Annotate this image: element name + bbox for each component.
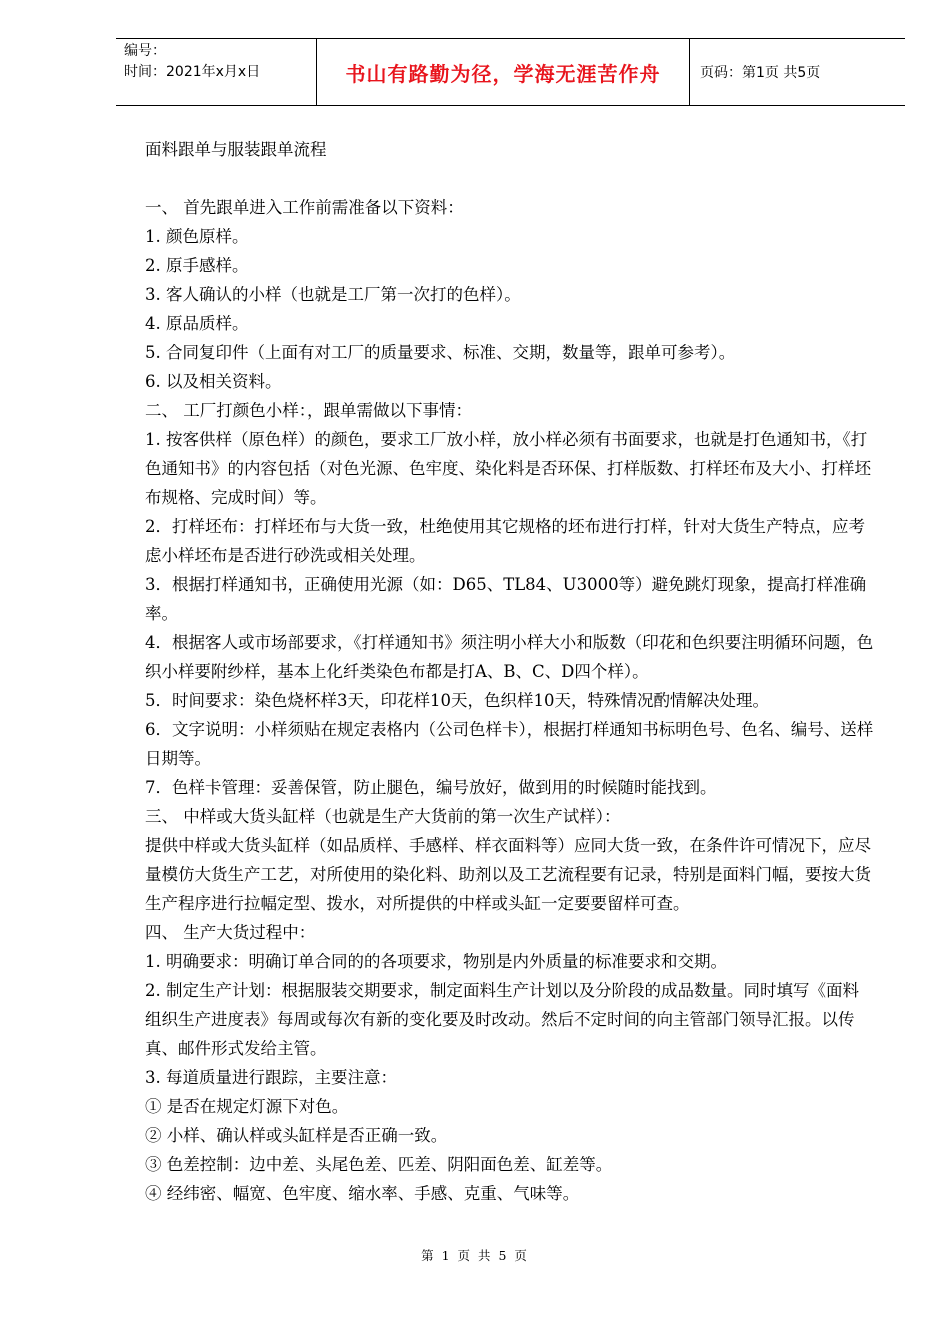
list-item: 5．时间要求：染色烧杯样3天，印花样10天，色织样10天，特殊情况酌情解决处理。	[145, 691, 769, 710]
list-item: 2. 制定生产计划：根据服装交期要求，制定面料生产计划以及分阶段的成品数量。同时填写《面料组织生产进度表》每周或每次有新的变化要及时改动。然后不定时间的向主管部门领导汇报。以传真、邮件形式发给主管。	[145, 981, 859, 1058]
list-item: ③ 色差控制：边中差、头尾色差、匹差、阴阳面色差、缸差等。	[145, 1155, 613, 1174]
header-meta	[116, 39, 316, 105]
list-item: 1. 按客供样（原色样）的颜色，要求工厂放小样，放小样必须有书面要求，也就是打色通知书，《打色通知书》的内容包括（对色光源、色牢度、染化料是否环保、打样版数、打样坯布及大小、打样坯布规格、完成时间）等。	[145, 430, 871, 507]
header-motto: 书山有路勤为径，学海无涯苦作舟	[316, 39, 690, 105]
list-item: ④ 经纬密、幅宽、色牢度、缩水率、手感、克重、气味等。	[145, 1184, 580, 1203]
page-header	[116, 38, 905, 106]
list-item: 2. 原手感样。	[145, 256, 249, 275]
list-item: 6. 以及相关资料。	[145, 372, 282, 391]
list-item: 3．根据打样通知书，正确使用光源（如：D65、TL84、U3000等）避免跳灯现象，提高打样准确率。	[145, 575, 867, 623]
header-page-info: 页码：第1页 共5页	[700, 65, 821, 81]
list-item: 4. 原品质样。	[145, 314, 249, 333]
list-item: 3. 客人确认的小样（也就是工厂第一次打的色样）。	[145, 285, 521, 304]
list-item: 6．文字说明：小样须贴在规定表格内（公司色样卡），根据打样通知书标明色号、色名、编号、送样日期等。	[145, 720, 874, 768]
number-label: 编号：	[124, 43, 166, 59]
list-item: 2．打样坯布：打样坯布与大货一致，杜绝使用其它规格的坯布进行打样，针对大货生产特点，应考虑小样坯布是否进行砂洗或相关处理。	[145, 517, 865, 565]
paragraph: 提供中样或大货头缸样（如品质样、手感样、样衣面料等）应同大货一致，在条件许可情况下，应尽量模仿大货生产工艺，对所使用的染化料、助剂以及工艺流程要有记录，特别是面料门幅，要按大货生产程序进行拉幅定型、拨水，对所提供的中样或头缸一定要要留样可查。	[145, 836, 871, 913]
list-item: 5. 合同复印件（上面有对工厂的质量要求、标准、交期，数量等，跟单可参考）。	[145, 343, 736, 362]
list-item: ② 小样、确认样或头缸样是否正确一致。	[145, 1126, 448, 1145]
list-item: 1. 颜色原样。	[145, 227, 249, 246]
list-item: 1. 明确要求：明确订单合同的的各项要求，物别是内外质量的标准要求和交期。	[145, 952, 727, 971]
section-heading: 一、 首先跟单进入工作前需准备以下资料：	[145, 198, 464, 217]
list-item: 7．色样卡管理：妥善保管，防止腿色，编号放好，做到用的时候随时能找到。	[145, 778, 717, 797]
document-body	[145, 135, 875, 1208]
list-item: ① 是否在规定灯源下对色。	[145, 1097, 349, 1116]
section-heading: 四、 生产大货过程中：	[145, 923, 316, 942]
list-item: 4．根据客人或市场部要求，《打样通知书》须注明小样大小和版数（印花和色织要注明循环问题，色织小样要附纱样，基本上化纤类染色布都是打A、B、C、D四个样）。	[145, 633, 874, 681]
section-heading: 三、 中样或大货头缸样（也就是生产大货前的第一次生产试样）：	[145, 807, 621, 826]
page-footer: 第 1 页 共 5 页	[421, 1248, 529, 1263]
time-label: 时间：2021年x月x日	[124, 64, 261, 80]
list-item: 3. 每道质量进行跟踪，主要注意：	[145, 1068, 397, 1087]
section-heading: 二、 工厂打颜色小样：，跟单需做以下事情：	[145, 401, 472, 420]
document-title: 面料跟单与服装跟单流程	[145, 140, 327, 159]
